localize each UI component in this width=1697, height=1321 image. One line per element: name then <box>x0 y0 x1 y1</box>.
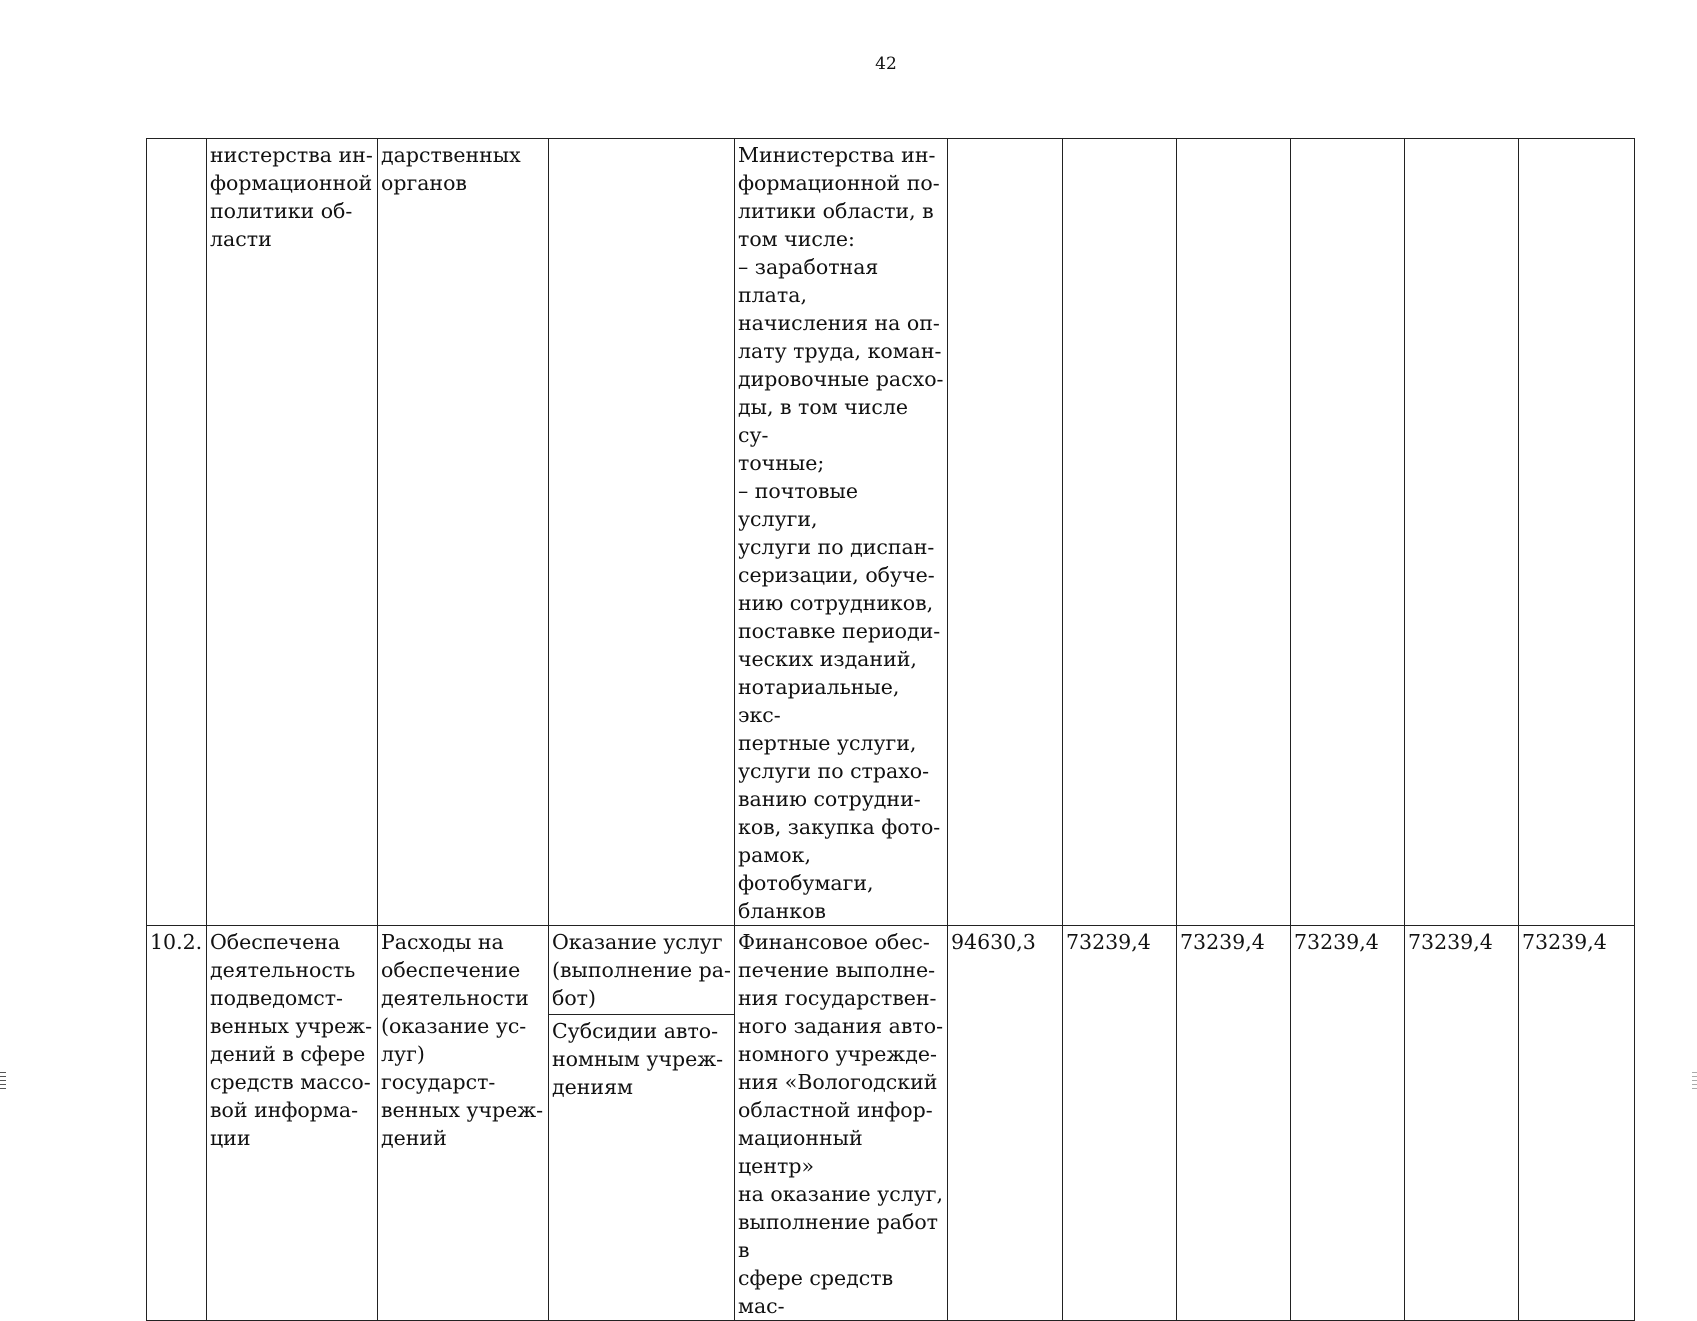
row-number-cell: 10.2. <box>147 926 207 1321</box>
value-cell <box>1519 139 1635 926</box>
value-cell: 94630,3 <box>948 926 1063 1321</box>
table-row <box>147 926 1635 1321</box>
expense-name-cell: дарственных органов <box>378 139 549 926</box>
expense-name-cell: Расходы на обеспечение деятельности (оказание ус- луг) государст- венных учреж- дений <box>378 926 549 1321</box>
value-cell: 73239,4 <box>1519 926 1635 1321</box>
value-cell: 73239,4 <box>1177 926 1291 1321</box>
result-cell: нистерства ин- формационной политики об- ласти <box>207 139 378 926</box>
page-number: 42 <box>875 54 897 74</box>
expense-type-cell <box>549 926 735 1321</box>
value-cell: 73239,4 <box>1063 926 1177 1321</box>
description-cell: Финансовое обес- печение выполне- ния государствен- ного задания авто- номного учрежде- ния «Вологодский областной инфор- мационный центр» на оказание услуг, выполнение работ в сфере средств мас- <box>735 926 948 1321</box>
budget-table <box>146 138 1635 1321</box>
value-cell: 73239,4 <box>1405 926 1519 1321</box>
value-cell <box>948 139 1063 926</box>
scan-edge-marks-left <box>0 1072 6 1092</box>
result-cell: Обеспечена деятельность подведомст- венных учреж- дений в сфере средств массо- вой информа- ции <box>207 926 378 1321</box>
scan-edge-marks-right <box>1692 1072 1697 1092</box>
value-cell <box>1063 139 1177 926</box>
row-number-cell <box>147 139 207 926</box>
table-row <box>147 139 1635 926</box>
expense-type-cell <box>549 139 735 926</box>
value-cell: 73239,4 <box>1291 926 1405 1321</box>
value-cell <box>1291 139 1405 926</box>
expense-type-bottom: Субсидии авто- номным учреж- дениям <box>552 1019 724 1099</box>
description-cell: Министерства ин- формационной по- литики области, в том числе: – заработная плата, начисления на оп- лату труда, коман- дировочные расхо- ды, в том числе су- точные; – почтовые услуги, услуги по диспан- серизации, обуче- нию сотрудников, поставке периоди- ческих изданий, нотариальные, экс- пертные услуги, услуги по страхо- ванию сотрудни- ков, закупка фото- рамок, фотобумаги, бланков <box>735 139 948 926</box>
value-cell <box>1177 139 1291 926</box>
expense-type-top: Оказание услуг (выполнение ра- бот) <box>549 928 734 1015</box>
value-cell <box>1405 139 1519 926</box>
